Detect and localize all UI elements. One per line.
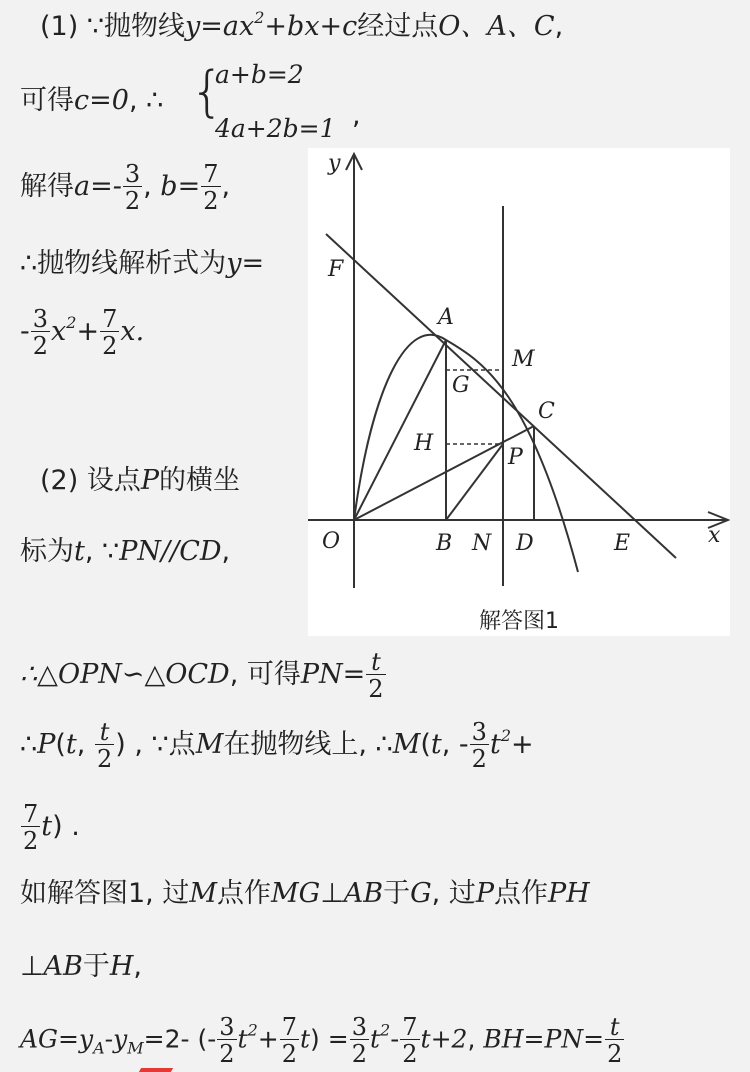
text: 在抛物线上, ∴ (223, 729, 393, 760)
math: t (430, 729, 442, 760)
system-end: , (352, 100, 361, 131)
math: A (93, 1038, 105, 1058)
label-o: O (322, 529, 341, 554)
text: - (20, 316, 30, 347)
math: 2 (380, 1020, 391, 1040)
label-p: P (508, 445, 523, 470)
math: x (51, 316, 67, 347)
math: t (300, 1024, 311, 1054)
fraction: $\frac{3}{2}$ (471, 718, 487, 773)
label-y: y (328, 151, 341, 176)
part1-line4 (20, 250, 264, 277)
math: x. (120, 316, 145, 347)
part2-line8 (20, 1015, 625, 1066)
part2-line3 (20, 650, 387, 701)
text: + (76, 316, 100, 347)
fraction: $\frac{7}{2}$ (102, 305, 118, 360)
math: ∴△OPN∽△OCD (20, 659, 230, 690)
fraction: $\frac{3}{2}$ (124, 160, 141, 215)
text: 如解答图1, 过 (20, 878, 190, 909)
math: M (189, 878, 217, 909)
math: +bx+c (264, 11, 358, 42)
text: - (390, 1024, 400, 1054)
fraction: $\frac{t}{2}$ (96, 718, 113, 773)
math: b= (160, 171, 201, 202)
math: 2 (66, 313, 77, 332)
text: 经过点 (357, 11, 439, 42)
math: O、A、C (438, 11, 555, 42)
fraction: $\frac{3}{2}$ (351, 1013, 367, 1068)
text: ) . (52, 811, 80, 842)
math: MG (271, 878, 321, 909)
text: 于 (383, 878, 411, 909)
fraction: $\frac{3}{2}$ (219, 1013, 235, 1068)
text: , (467, 1024, 484, 1054)
text: ( (420, 729, 431, 760)
math: t (489, 729, 501, 760)
text: , (554, 11, 564, 42)
math: H (109, 951, 134, 982)
text: , (221, 536, 231, 567)
math: G (410, 878, 432, 909)
part1-line1 (40, 10, 563, 40)
text: , (143, 171, 161, 202)
text: , (76, 729, 94, 760)
text: , ∵ (84, 536, 120, 567)
text: , 可得 (229, 659, 301, 690)
text: ∴抛物线解析式为 (20, 248, 227, 279)
math: y= (226, 248, 265, 279)
math: AB (343, 878, 384, 909)
system-bottom: 4a+2b=1 (215, 114, 336, 143)
part1-line3 (20, 162, 230, 213)
math: 2 (247, 1020, 258, 1040)
part2-line7 (20, 953, 142, 980)
label-b: B (436, 531, 453, 556)
math: y=ax (185, 11, 255, 42)
figure-caption: 解答图1 (479, 609, 559, 634)
text: 的横坐 (159, 465, 240, 496)
math: M (195, 729, 224, 760)
math: a=- (74, 171, 122, 202)
math: AB (43, 951, 83, 982)
part2-line2 (20, 538, 230, 565)
label-c: C (538, 399, 555, 424)
text: (1) ∵抛物线 (40, 11, 186, 42)
text: , ∴ (128, 85, 164, 116)
math: -y (104, 1024, 128, 1054)
label-d: D (516, 531, 534, 556)
text: 点作 (217, 878, 271, 909)
text: (2) 设点 (40, 465, 141, 496)
label-h: H (414, 431, 434, 456)
text: 可得 (20, 85, 74, 116)
text: ⊥ (20, 951, 44, 982)
math: P (140, 465, 159, 496)
text: 解得 (20, 171, 74, 202)
math: BH=PN= (483, 1024, 605, 1054)
fraction: $\frac{7}{2}$ (23, 800, 39, 855)
part2-line4 (20, 720, 534, 771)
part2-line6 (20, 880, 590, 907)
math: P (475, 878, 495, 909)
math: t (369, 1024, 381, 1054)
label-n: N (472, 531, 492, 556)
fraction: $\frac{t}{2}$ (607, 1013, 623, 1068)
system-brace: { (190, 60, 225, 123)
part2-line1 (40, 467, 240, 494)
math: 2 (254, 8, 265, 27)
fraction: $\frac{7}{2}$ (203, 160, 219, 215)
part2-line5 (20, 802, 80, 853)
text: , (133, 951, 143, 982)
math: M (392, 729, 421, 760)
red-mark (139, 1068, 173, 1072)
text: ( (55, 729, 66, 760)
text: ) , ∵点 (115, 729, 196, 760)
fraction: $\frac{3}{2}$ (32, 305, 49, 360)
text: ⊥ (320, 878, 344, 909)
math: t (41, 811, 53, 842)
fraction: $\frac{7}{2}$ (402, 1013, 418, 1068)
fraction: $\frac{7}{2}$ (281, 1013, 297, 1068)
label-e: E (614, 531, 631, 556)
math: t (74, 536, 85, 567)
math: PH (548, 878, 590, 909)
label-a: A (438, 305, 454, 330)
fraction: $\frac{t}{2}$ (368, 648, 384, 703)
label-x: x (708, 523, 721, 548)
math: PN= (300, 659, 366, 690)
text: , 过 (431, 878, 476, 909)
line-fe (326, 234, 676, 558)
part1-line2 (20, 87, 163, 114)
math: M (127, 1038, 144, 1058)
segment-oa (354, 340, 446, 520)
text: , (221, 171, 231, 202)
part1-line5 (20, 307, 144, 358)
label-g: G (452, 373, 470, 398)
text: 标为 (20, 536, 74, 567)
math: t+2 (420, 1024, 468, 1054)
math: t (237, 1024, 248, 1054)
segment-bp (446, 444, 503, 520)
text: 点作 (494, 878, 549, 909)
geometry-diagram (308, 148, 730, 636)
text: , - (441, 729, 469, 760)
math: 2 (500, 726, 511, 745)
text: =2- (- (143, 1024, 217, 1054)
label-m: M (512, 347, 535, 372)
math: t (65, 729, 77, 760)
text: + (511, 729, 534, 760)
math: c=0 (74, 85, 129, 116)
math: P (37, 729, 56, 760)
text: ∴ (20, 729, 38, 760)
system-top: a+b=2 (215, 60, 304, 89)
label-f: F (328, 257, 344, 282)
math: PN//CD (119, 536, 222, 567)
text: ) = (310, 1024, 349, 1054)
segment-oc (354, 426, 534, 520)
math: AG=y (20, 1024, 94, 1054)
solution-figure (308, 148, 730, 636)
text: 于 (82, 951, 110, 982)
text: + (257, 1024, 279, 1054)
